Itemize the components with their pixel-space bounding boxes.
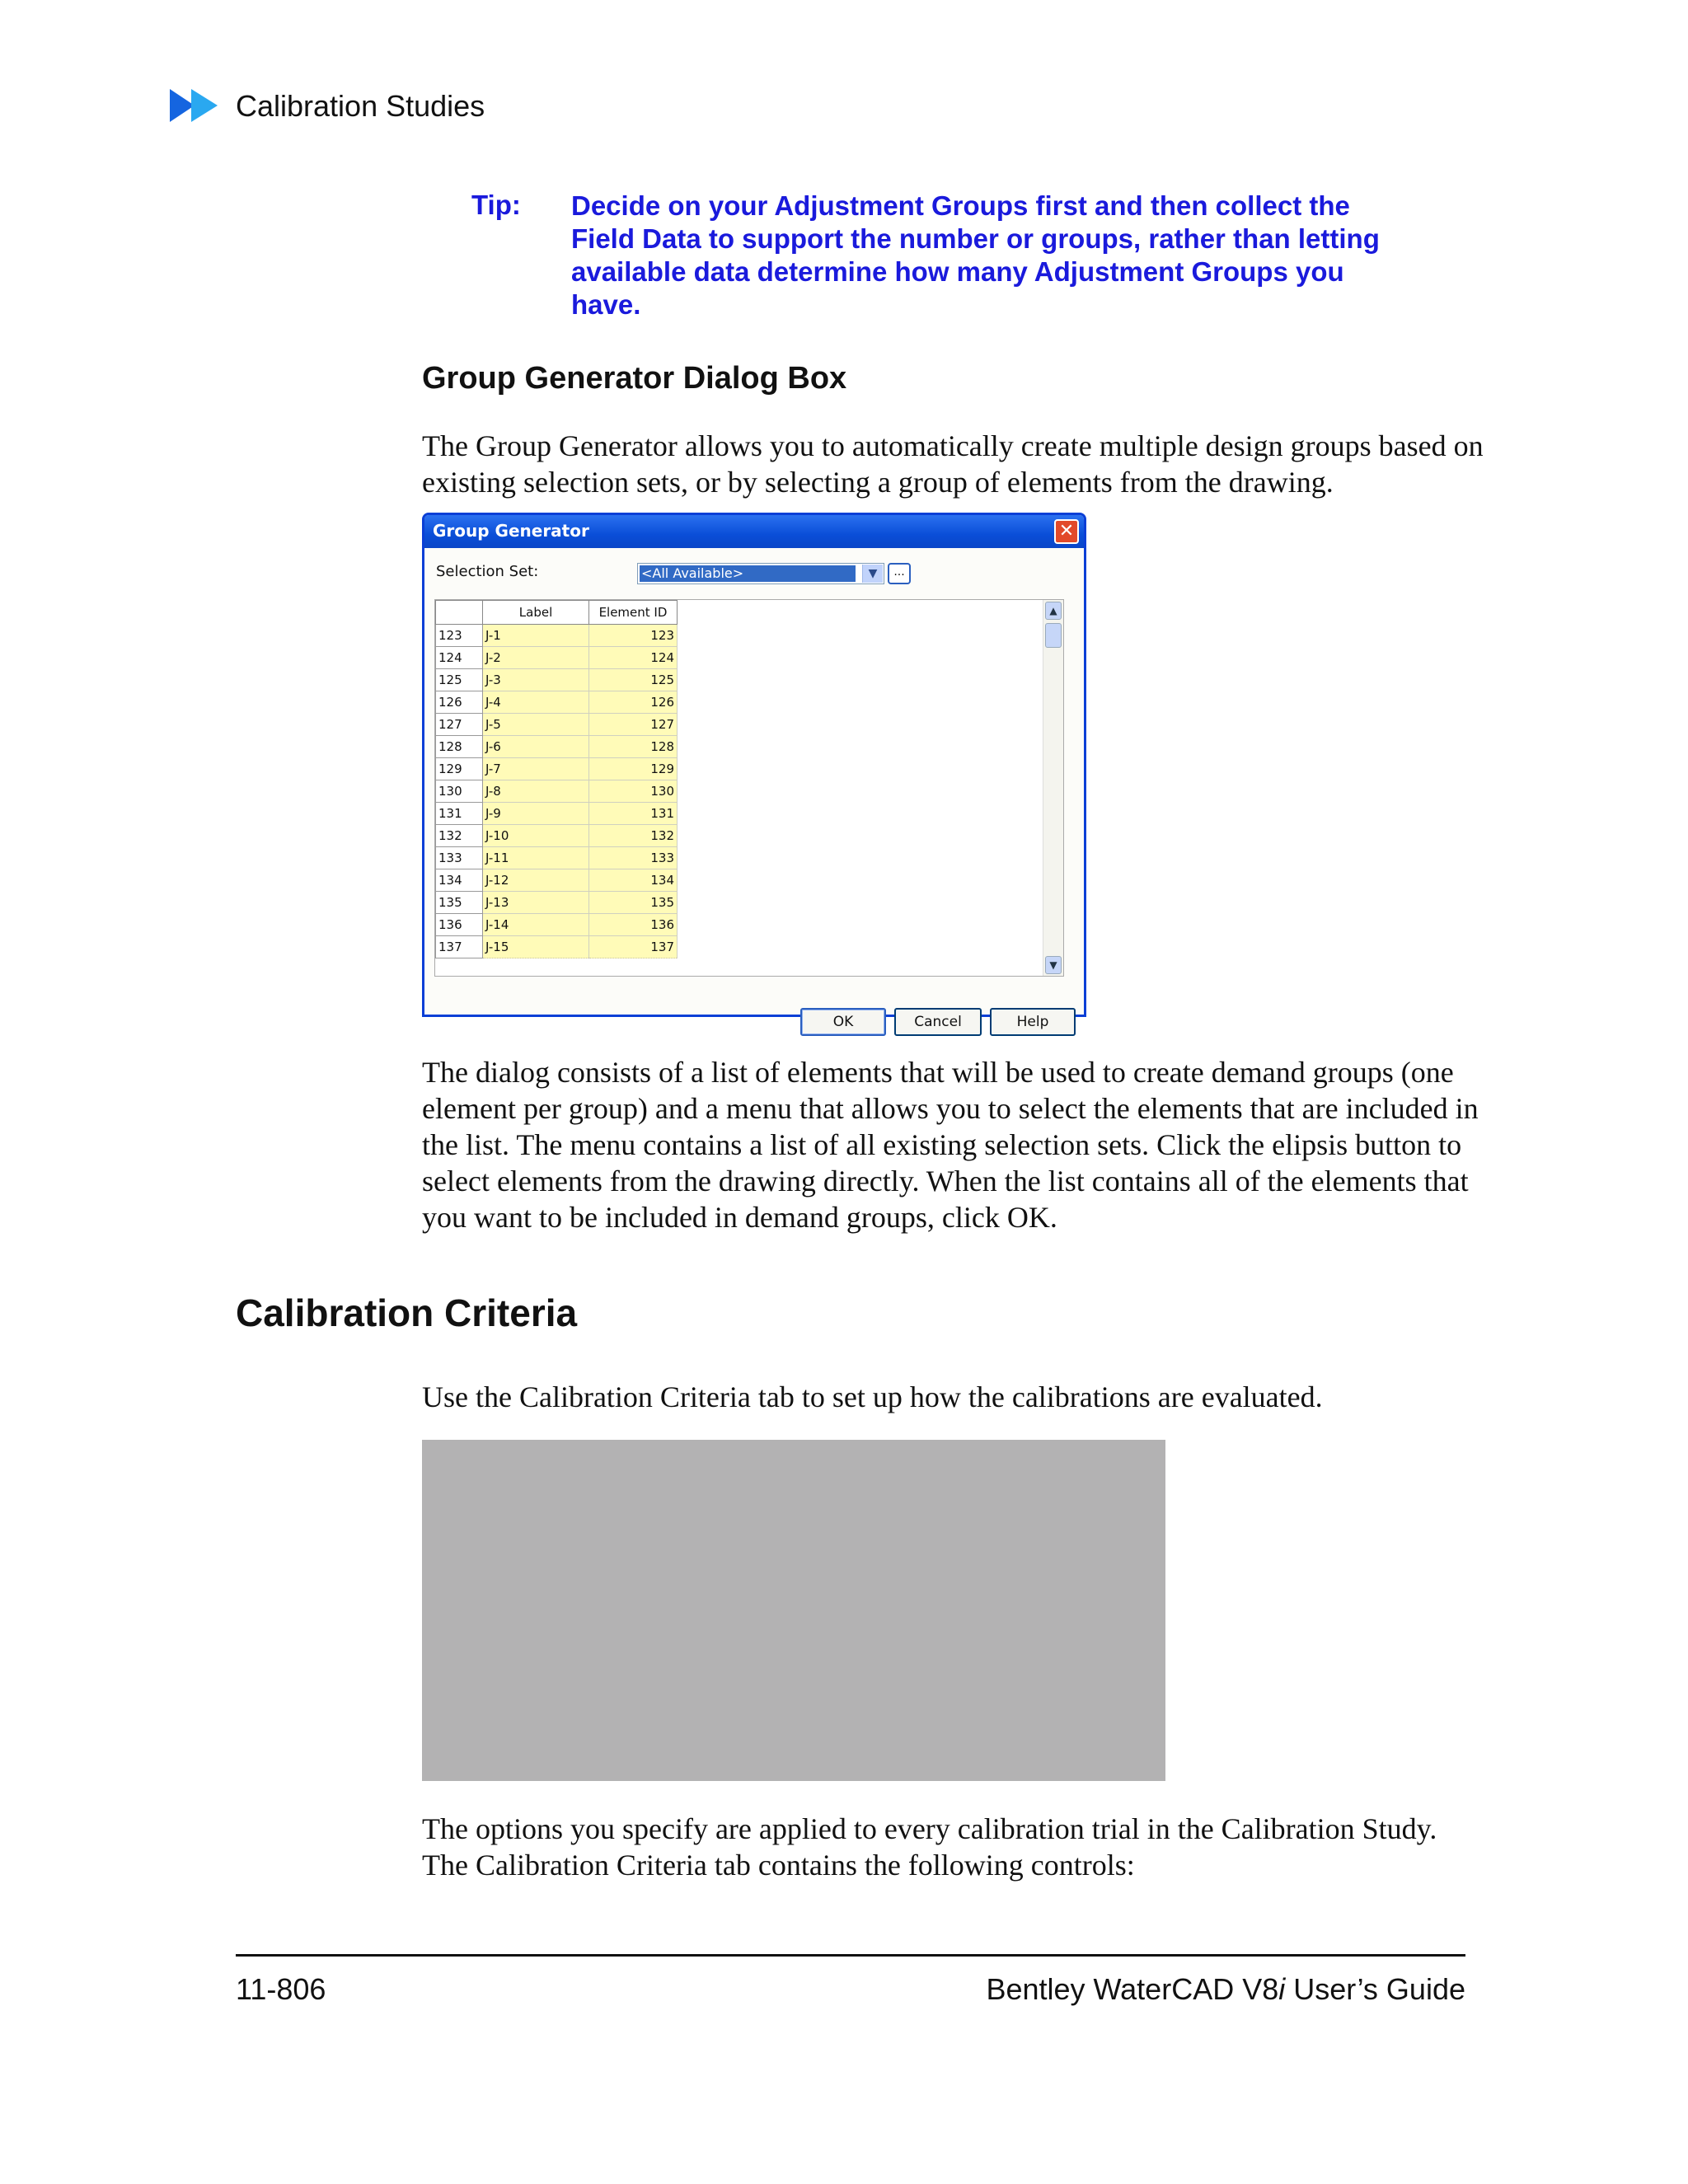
section-heading-group-generator: Group Generator Dialog Box bbox=[422, 361, 847, 396]
guide-title-suffix: User’s Guide bbox=[1285, 1972, 1465, 2006]
scroll-down-icon[interactable]: ▼ bbox=[1045, 956, 1062, 974]
element-table bbox=[435, 600, 678, 958]
row-id-cell[interactable]: 135 bbox=[436, 892, 483, 914]
column-header-label[interactable]: Label bbox=[483, 601, 589, 625]
table-row[interactable] bbox=[436, 714, 678, 736]
table-row[interactable] bbox=[436, 647, 678, 669]
dialog-title-bar bbox=[424, 515, 1084, 548]
table-row[interactable] bbox=[436, 892, 678, 914]
page-number: 11-806 bbox=[236, 1972, 326, 2006]
element-id-cell[interactable]: 126 bbox=[589, 691, 678, 714]
chevron-down-icon[interactable]: ▼ bbox=[862, 565, 883, 583]
tip-label: Tip: bbox=[471, 190, 521, 220]
label-cell[interactable]: J-15 bbox=[483, 936, 589, 958]
label-cell[interactable]: J-2 bbox=[483, 647, 589, 669]
vertical-scrollbar[interactable] bbox=[1043, 600, 1063, 976]
row-id-cell[interactable]: 131 bbox=[436, 803, 483, 825]
table-row[interactable] bbox=[436, 625, 678, 647]
element-id-cell[interactable]: 131 bbox=[589, 803, 678, 825]
table-row[interactable] bbox=[436, 803, 678, 825]
paragraph-calibration-criteria-options: The options you specify are applied to every calibration trial in the Calibration Study. The Calibration Criteria tab contains the following controls: bbox=[422, 1812, 1437, 1882]
scroll-thumb[interactable] bbox=[1045, 623, 1062, 648]
row-id-cell[interactable]: 136 bbox=[436, 914, 483, 936]
ok-button[interactable]: OK bbox=[800, 1008, 886, 1036]
table-row[interactable] bbox=[436, 869, 678, 892]
table-row[interactable] bbox=[436, 914, 678, 936]
label-cell[interactable]: J-7 bbox=[483, 758, 589, 780]
tip-text: Decide on your Adjustment Groups first and then collect the Field Data to support the number or groups, rather than letting available data determine how many Adjustment Groups you have. bbox=[571, 190, 1380, 320]
element-id-cell[interactable]: 128 bbox=[589, 736, 678, 758]
element-id-cell[interactable]: 127 bbox=[589, 714, 678, 736]
column-header-row-id bbox=[436, 601, 483, 625]
element-id-cell[interactable]: 129 bbox=[589, 758, 678, 780]
element-id-cell[interactable]: 123 bbox=[589, 625, 678, 647]
table-row[interactable] bbox=[436, 691, 678, 714]
scroll-up-icon[interactable]: ▲ bbox=[1045, 602, 1062, 620]
table-row[interactable] bbox=[436, 669, 678, 691]
table-row[interactable] bbox=[436, 847, 678, 869]
image-placeholder bbox=[422, 1440, 1165, 1781]
element-id-cell[interactable]: 134 bbox=[589, 869, 678, 892]
table-row[interactable] bbox=[436, 736, 678, 758]
footer-divider bbox=[236, 1954, 1465, 1957]
paragraph-group-generator-intro: The Group Generator allows you to automatically create multiple design groups based on existing selection sets, or by selecting a group of elements from the drawing. bbox=[422, 429, 1484, 499]
row-id-cell[interactable]: 129 bbox=[436, 758, 483, 780]
dialog-title: Group Generator bbox=[433, 521, 589, 541]
table-row[interactable] bbox=[436, 936, 678, 958]
element-id-cell[interactable]: 135 bbox=[589, 892, 678, 914]
dialog-body bbox=[424, 548, 1084, 1030]
label-cell[interactable]: J-11 bbox=[483, 847, 589, 869]
row-id-cell[interactable]: 128 bbox=[436, 736, 483, 758]
row-id-cell[interactable]: 137 bbox=[436, 936, 483, 958]
selection-set-label: Selection Set: bbox=[436, 563, 539, 580]
cancel-button[interactable]: Cancel bbox=[894, 1008, 982, 1036]
column-header-element-id[interactable]: Element ID bbox=[589, 601, 678, 625]
table-row[interactable] bbox=[436, 825, 678, 847]
guide-title-prefix: Bentley WaterCAD V8 bbox=[986, 1972, 1279, 2006]
element-id-cell[interactable]: 137 bbox=[589, 936, 678, 958]
table-header-row bbox=[436, 601, 678, 625]
row-id-cell[interactable]: 132 bbox=[436, 825, 483, 847]
paragraph-dialog-description: The dialog consists of a list of elements that will be used to create demand groups (one element per group) and a menu that allows you to select the elements that are included in the list. The menu contains a list of all existing selection sets. Click the elipsis button to select elements from the drawing directly. When the list contains all of the elements that you want to be included in demand groups, click OK. bbox=[422, 1056, 1479, 1234]
label-cell[interactable]: J-5 bbox=[483, 714, 589, 736]
element-id-cell[interactable]: 125 bbox=[589, 669, 678, 691]
guide-title bbox=[974, 1972, 1465, 2007]
double-chevron-icon bbox=[170, 87, 223, 124]
element-id-cell[interactable]: 124 bbox=[589, 647, 678, 669]
label-cell[interactable]: J-6 bbox=[483, 736, 589, 758]
label-cell[interactable]: J-14 bbox=[483, 914, 589, 936]
running-header: Calibration Studies bbox=[236, 89, 485, 123]
section-heading-calibration-criteria: Calibration Criteria bbox=[236, 1291, 578, 1334]
label-cell[interactable]: J-9 bbox=[483, 803, 589, 825]
close-icon[interactable]: ✕ bbox=[1054, 519, 1079, 544]
element-id-cell[interactable]: 130 bbox=[589, 780, 678, 803]
selection-set-value: <All Available> bbox=[640, 565, 856, 582]
row-id-cell[interactable]: 126 bbox=[436, 691, 483, 714]
selection-set-dropdown[interactable] bbox=[637, 563, 884, 584]
ellipsis-button[interactable]: ... bbox=[888, 563, 911, 584]
row-id-cell[interactable]: 123 bbox=[436, 625, 483, 647]
label-cell[interactable]: J-13 bbox=[483, 892, 589, 914]
element-id-cell[interactable]: 132 bbox=[589, 825, 678, 847]
row-id-cell[interactable]: 130 bbox=[436, 780, 483, 803]
label-cell[interactable]: J-8 bbox=[483, 780, 589, 803]
label-cell[interactable]: J-4 bbox=[483, 691, 589, 714]
element-id-cell[interactable]: 136 bbox=[589, 914, 678, 936]
group-generator-dialog bbox=[422, 513, 1086, 1030]
element-id-cell[interactable]: 133 bbox=[589, 847, 678, 869]
paragraph-calibration-criteria-intro: Use the Calibration Criteria tab to set up how the calibrations are evaluated. bbox=[422, 1380, 1323, 1413]
label-cell[interactable]: J-3 bbox=[483, 669, 589, 691]
label-cell[interactable]: J-10 bbox=[483, 825, 589, 847]
row-id-cell[interactable]: 124 bbox=[436, 647, 483, 669]
row-id-cell[interactable]: 133 bbox=[436, 847, 483, 869]
row-id-cell[interactable]: 134 bbox=[436, 869, 483, 892]
label-cell[interactable]: J-1 bbox=[483, 625, 589, 647]
row-id-cell[interactable]: 125 bbox=[436, 669, 483, 691]
help-button[interactable]: Help bbox=[990, 1008, 1076, 1036]
label-cell[interactable]: J-12 bbox=[483, 869, 589, 892]
table-row[interactable] bbox=[436, 758, 678, 780]
table-row[interactable] bbox=[436, 780, 678, 803]
guide-title-italic: i bbox=[1278, 1972, 1286, 2006]
element-grid bbox=[434, 599, 1064, 977]
row-id-cell[interactable]: 127 bbox=[436, 714, 483, 736]
